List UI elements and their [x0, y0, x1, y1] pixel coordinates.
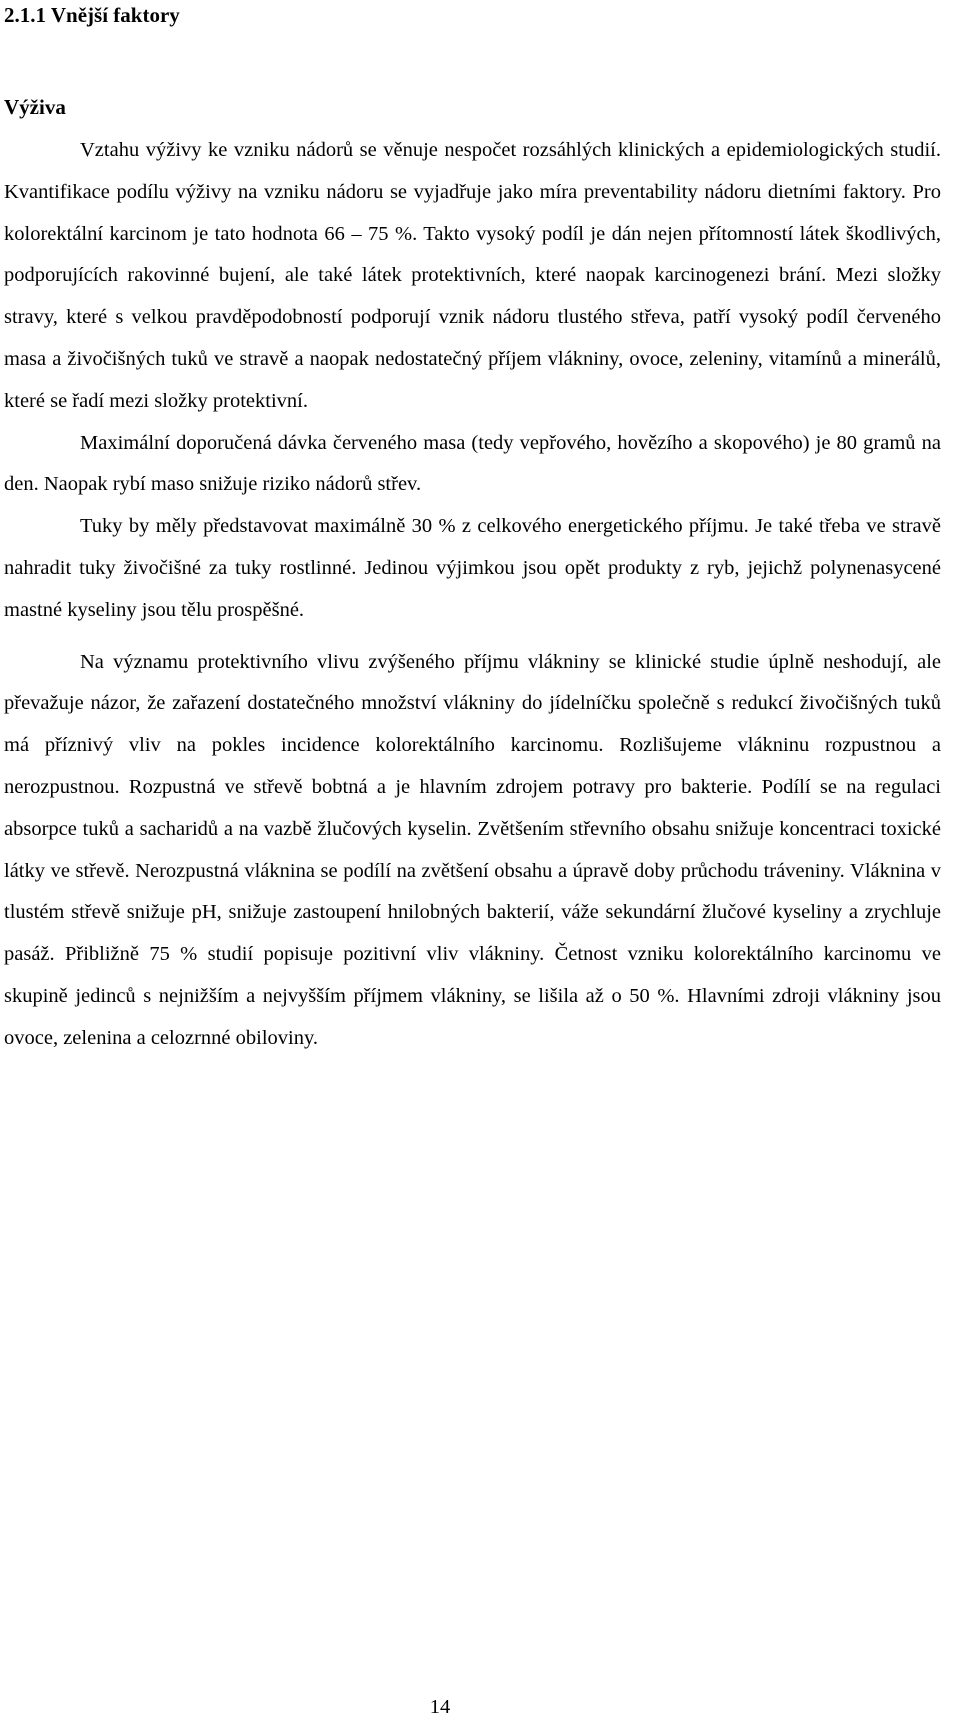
body-text [4, 130, 941, 1060]
section-heading: 2.1.1 Vnější faktory [4, 3, 180, 27]
paragraph-fats: Tuky by měly představovat maximálně 30 % z celkového energetického příjmu. Je také třeba ve stravě nahradit tuky živočišné za tuky rostlinné. Jedinou výjimkou jsou opět produkty z ryb, jejichž polynenasycené mastné kyseliny jsou tělu prospěšné. [4, 515, 941, 621]
subheading-nutrition: Výživa [4, 95, 66, 119]
paragraph-red-meat: Maximální doporučená dávka červeného masa (tedy vepřového, hovězího a skopového) je 80 gramů na den. Naopak rybí maso snižuje riziko nádorů střev. [4, 431, 941, 496]
page-number: 14 [429, 1696, 451, 1718]
paragraph-nutrition-intro: Vztahu výživy ke vzniku nádorů se věnuje nespočet rozsáhlých klinických a epidemiologických studií. Kvantifikace podílu výživy na vzniku nádoru se vyjadřuje jako míra preventability nádoru dietními faktory. Pro kolorektální karcinom je tato hodnota 66 – 75 %. Takto vysoký podíl je dán nejen přítomností látek škodlivých, podporujících rakovinné bujení, ale také látek protektivních, které naopak karcinogenezi brání. Mezi složky stravy, které s velkou pravděpodobností podporují vznik nádoru tlustého střeva, patří vysoký podíl červeného masa a živočišných tuků ve stravě a naopak nedostatečný příjem vlákniny, ovoce, zeleniny, vitamínů a minerálů, které se řadí mezi složky protektivní. [4, 139, 941, 412]
paragraph-fiber: Na významu protektivního vlivu zvýšeného příjmu vlákniny se klinické studie úplně neshodují, ale převažuje názor, že zařazení dostatečného množství vlákniny do jídelníčku společně s redukcí živočišných tuků má příznivý vliv na pokles incidence kolorektálního karcinomu. Rozlišujeme vlákninu rozpustnou a nerozpustnou. Rozpustná ve střevě bobtná a je hlavním zdrojem potravy pro bakterie. Podílí se na regulaci absorpce tuků a sacharidů a na vazbě žlučových kyselin. Zvětšením střevního obsahu snižuje koncentraci toxické látky ve střevě. Nerozpustná vláknina se podílí na zvětšení obsahu a úpravě doby průchodu tráveniny. Vláknina v tlustém střevě snižuje pH, snižuje zastoupení hnilobných bakterií, váže sekundární žlučové kyseliny a zrychluje pasáž. Přibližně 75 % studií popisuje pozitivní vliv vlákniny. Četnost vzniku kolorektálního karcinomu ve skupině jedinců s nejnižším a nejvyšším příjmem vlákniny, se lišila až o 50 %. Hlavními zdroji vlákniny jsou ovoce, zelenina a celozrnné obiloviny. [4, 650, 941, 1049]
